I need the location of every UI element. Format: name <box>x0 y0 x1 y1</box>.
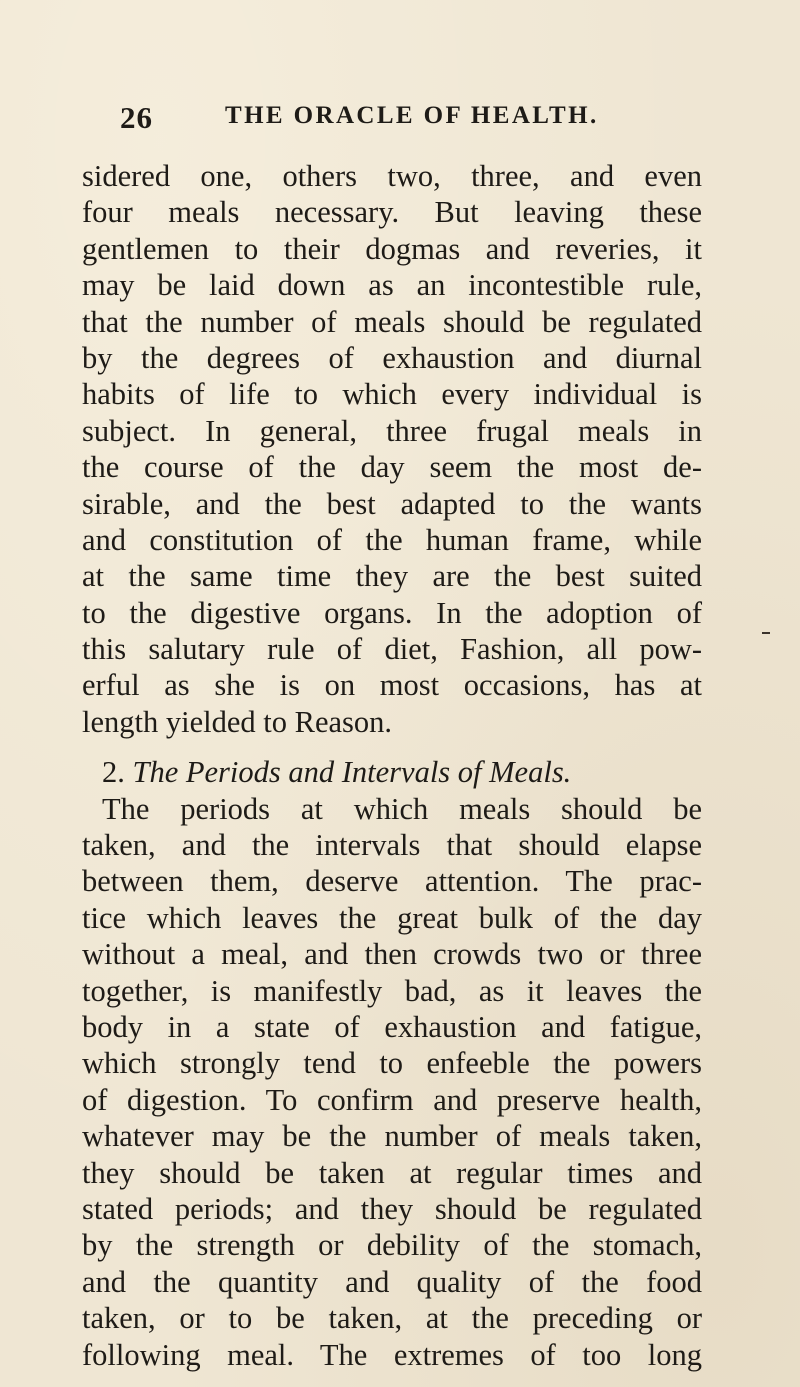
section-title: The Periods and Intervals of Meals. <box>132 755 572 790</box>
text-line: The periods at which meals should be <box>102 791 702 826</box>
text-line: subject. In general, three frugal meals in <box>82 413 702 448</box>
text-line: following meal. The extremes of too long <box>82 1337 702 1372</box>
text-line: which strongly tend to enfeeble the powers <box>82 1046 702 1081</box>
text-line: by the strength or debility of the stomach, <box>82 1228 702 1263</box>
text-line: this salutary rule of diet, Fashion, all pow- <box>82 632 702 667</box>
text-line: length yielded to Reason. <box>82 704 393 739</box>
text-line: they should be taken at regular times and <box>82 1155 702 1190</box>
paragraph-periods-intervals <box>82 791 702 1373</box>
text-line: may be laid down as an incontestible rule, <box>82 268 702 303</box>
running-head <box>120 100 720 140</box>
text-line: of digestion. To confirm and preserve health, <box>82 1082 702 1117</box>
text-line: the course of the day seem the most de- <box>82 450 702 485</box>
text-line: that the number of meals should be regulated <box>82 304 702 339</box>
text-line: by the degrees of exhaustion and diurnal <box>82 340 702 375</box>
text-line: sidered one, others two, three, and even <box>82 159 702 193</box>
text-line: four meals necessary. But leaving these <box>82 195 702 230</box>
text-line: erful as she is on most occasions, has at <box>82 668 702 703</box>
section-number: 2. <box>102 755 125 790</box>
page-number: 26 <box>120 100 153 135</box>
margin-mark <box>762 632 770 634</box>
text-line: taken, and the intervals that should elapse <box>82 828 702 863</box>
body-text <box>82 158 702 1373</box>
text-line: stated periods; and they should be regulated <box>82 1191 702 1226</box>
text-line: without a meal, and then crowds two or three <box>82 937 702 972</box>
text-line: and constitution of the human frame, while <box>82 522 702 557</box>
text-line: gentlemen to their dogmas and reveries, it <box>82 231 702 266</box>
text-line: habits of life to which every individual is <box>82 377 702 412</box>
paragraph-gap <box>82 740 702 754</box>
text-line: whatever may be the number of meals taken, <box>82 1119 702 1154</box>
paragraph-meals-number <box>82 158 702 740</box>
text-line: together, is manifestly bad, as it leaves the <box>82 973 702 1008</box>
running-title: THE ORACLE OF HEALTH. <box>225 102 599 129</box>
text-line: taken, or to be taken, at the preceding or <box>82 1301 702 1336</box>
text-line: at the same time they are the best suited <box>82 559 702 594</box>
text-line: body in a state of exhaustion and fatigue, <box>82 1009 702 1044</box>
text-line: sirable, and the best adapted to the wants <box>82 486 702 521</box>
section-heading <box>82 754 702 790</box>
text-line: tice which leaves the great bulk of the day <box>82 900 702 935</box>
text-line: between them, deserve attention. The prac- <box>82 864 702 899</box>
text-line: to the digestive organs. In the adoption of <box>82 595 702 630</box>
text-line: and the quantity and quality of the food <box>82 1264 702 1299</box>
